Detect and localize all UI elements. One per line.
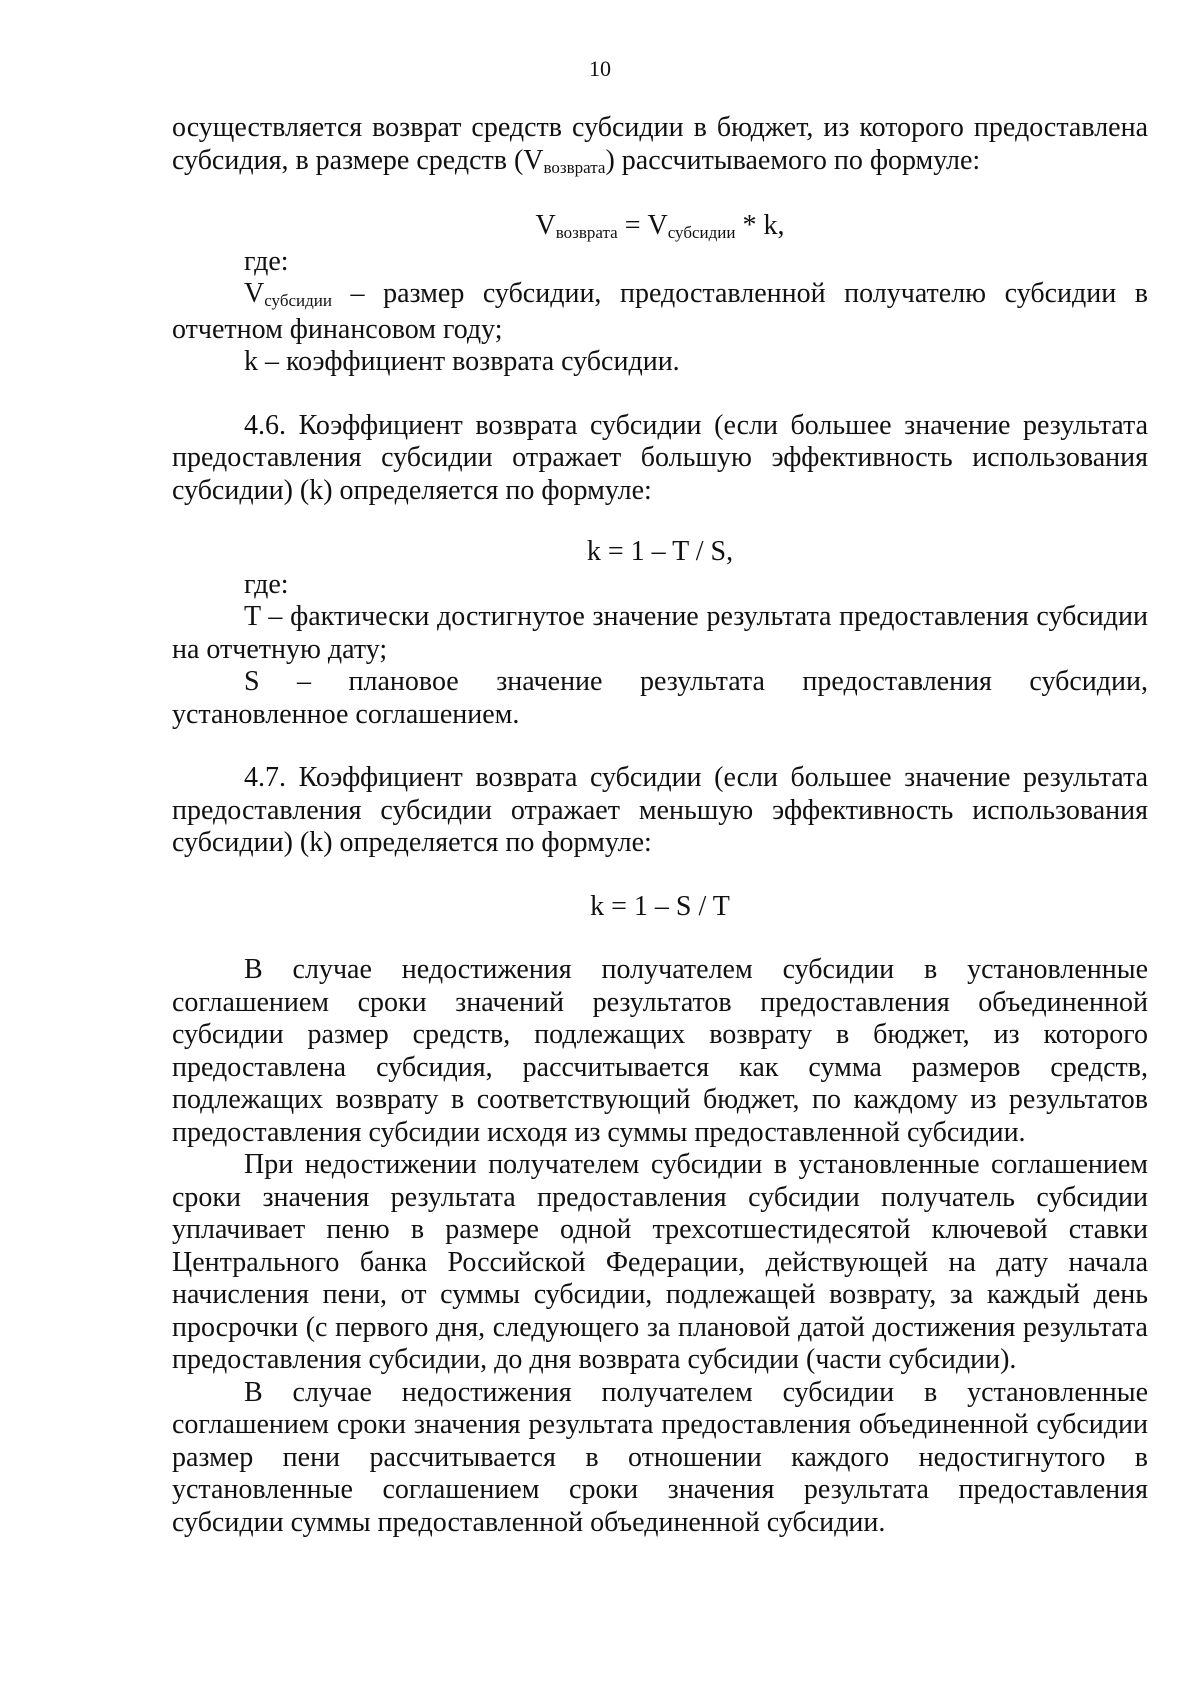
formula-k-s-over-t: k = 1 – S / T: [590, 890, 730, 922]
section-4-7: 4.7. Коэффициент возврата субсидии (если большее значение результата предоставления субсидии отражает меньшую эффективность использования субсидии) (k) определяется по формуле:: [172, 762, 1148, 858]
paragraph-penalty-combined: В случае недостижения получателем субсидии в установленные соглашением сроки значения результата предоставления объединенной субсидии размер пени рассчитывается в отношении каждого недостигнутого в установленные соглашением сроки значения результата предоставления субсидии суммы предоставленной объединенной субсидии.: [172, 1376, 1148, 1538]
def-vsub-subscript: субсидии: [264, 291, 332, 310]
definition-s: S – плановое значение результата предоставления субсидии, установленное соглашением.: [172, 666, 1148, 730]
section-4-6: 4.6. Коэффициент возврата субсидии (если большее значение результата предоставления субсидии отражает большую эффективность использования субсидии) (k) определяется по формуле:: [172, 409, 1148, 506]
page-number: 10: [589, 56, 611, 81]
where-label-1: где:: [244, 245, 289, 277]
definition-t: T – фактически достигнутое значение результата предоставления субсидии на отчетную дату;: [172, 601, 1148, 665]
formula-vreturn: [172, 210, 1148, 246]
where-label-2: где:: [244, 568, 289, 600]
document-body: [172, 112, 1148, 1539]
intro-text-before: осуществляется возврат средств субсидии в бюджет, из которого предоставлена субсидия, в размере средств (V: [172, 112, 1148, 176]
definition-k: k – коэффициент возврата субсидии.: [244, 346, 680, 377]
formula-k-t-over-s: k = 1 – T / S,: [586, 536, 734, 567]
intro-paragraph: [172, 112, 1148, 180]
paragraph-penalty: При недостижении получателем субсидии в установленные соглашением сроки значения результата предоставления субсидии получатель субсидии уплачивает пеню в размере одной трехсотшестидесятой ключевой ставки Центрального банка Российской Федерации, действующей на дату начала начисления пени, от суммы субсидии, подлежащей возврату, за каждый день просрочки (с первого дня, следующего за плановой датой достижения результата предоставления субсидии, до дня возврата субсидии (части субсидии).: [172, 1149, 1148, 1375]
intro-subscript: возврата: [543, 157, 606, 177]
formula1-tail: * k,: [735, 210, 785, 241]
formula1-sub-return: возврата: [555, 223, 618, 242]
paragraph-nonachievement-combined: В случае недостижения получателем субсидии в установленные соглашением сроки значений результатов предоставления объединенной субсидии размер средств, подлежащих возврату в бюджет, из которого предоставлена субсидия, рассчитывается как сумма размеров средств, подлежащих возврату в соответствующий бюджет, по каждому из результатов предоставления субсидии исходя из суммы предоставленной субсидии.: [172, 954, 1148, 1148]
definition-vsubsidy: [172, 278, 1148, 346]
intro-text-after: ) рассчитываемого по формуле:: [605, 144, 981, 176]
formula1-v: V: [535, 210, 556, 241]
formula1-sub-subsidy: субсидии: [667, 223, 736, 242]
def-vsub-v: V: [244, 278, 265, 309]
def-vsub-text: – размер субсидии, предоставленной получателю субсидии в отчетном финансовом году;: [172, 278, 1148, 345]
formula1-eq: = V: [617, 210, 668, 241]
